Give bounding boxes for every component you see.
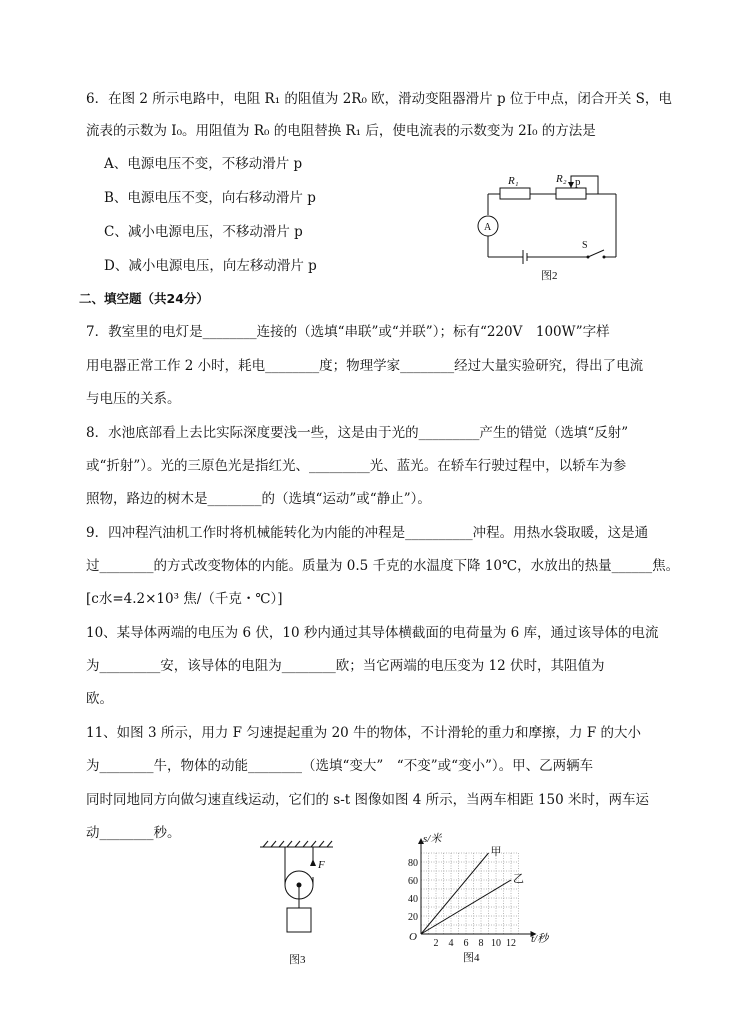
switch-label: S: [582, 240, 588, 251]
x-tick-label: 2: [433, 938, 439, 949]
series-line-1: [421, 853, 489, 934]
q8-line-2: 或“折射”）。光的三原色光是指红光、_________光、蓝光。在轿车行驶过程中，以轿车为参: [86, 458, 627, 474]
q10-line-3: 欧。: [86, 691, 113, 707]
p-label: p: [575, 176, 581, 188]
q6-option-a: A、电源电压不变，不移动滑片 p: [104, 156, 303, 172]
r2-label: R₂: [556, 173, 567, 185]
series-label-2: 乙: [513, 873, 524, 885]
r1-label: R₁: [508, 175, 519, 187]
x-tick-label: 8: [478, 938, 484, 949]
figure-4-st-chart: [395, 828, 570, 968]
origin-label: O: [409, 931, 417, 943]
q8-line-3: 照物，路边的树木是________的（选填“运动”或“静止”）。: [86, 491, 431, 507]
q6-line-1: 6．在图 2 所示电路中，电阻 R₁ 的阻值为 2R₀ 欧，滑动变阻器滑片 p 位于中点，闭合开关 S，电: [86, 91, 672, 107]
q7-line-3: 与电压的关系。: [86, 391, 181, 407]
q11-line-4: 动________秒。: [86, 825, 181, 841]
section-heading: 二、填空题（共24分）: [79, 291, 209, 306]
q6-option-b: B、电源电压不变，向右移动滑片 p: [104, 190, 316, 206]
resistor-r2: [556, 188, 586, 199]
q9-line-2: 过________的方式改变物体的内能。质量为 0.5 千克的水温度下降 10℃，水放出的热量______焦。: [86, 558, 680, 574]
x-tick-label: 4: [448, 938, 454, 949]
weight-block: [287, 908, 311, 932]
figure-3-pulley: [255, 838, 345, 968]
switch: [588, 250, 604, 257]
x-tick-label: 12: [506, 938, 516, 949]
resistor-r1: [500, 188, 530, 199]
q10-line-1: 10、某导体两端的电压为 6 伏，10 秒内通过其导体横截面的电荷量为 6 库，通过该导体的电流: [86, 625, 659, 641]
force-label: F: [318, 859, 325, 871]
y-tick-label: 80: [408, 858, 418, 869]
y-tick-label: 60: [408, 876, 418, 887]
q6-option-d: D、减小电源电压，向左移动滑片 p: [104, 258, 317, 274]
q11-line-3: 同时同地同方向做匀速直线运动，它们的 s-t 图像如图 4 所示，当两车相距 150 米时，两车运: [86, 792, 650, 808]
figure-2-circuit: [470, 160, 630, 285]
x-tick-label: 6: [463, 938, 469, 949]
figure-2-caption: 图2: [541, 270, 558, 282]
series-label-1: 甲: [490, 846, 502, 858]
x-axis-label: t/秒: [531, 933, 549, 945]
q9-line-1: 9．四冲程汽油机工作时将机械能转化为内能的冲程是__________冲程。用热水袋取暖，这是通: [86, 525, 649, 541]
q6-option-c: C、减小电源电压，不移动滑片 p: [104, 224, 303, 240]
y-axis-label: s/米: [423, 833, 442, 845]
q11-line-2: 为________牛，物体的动能________（选填“变大” “不变”或“变小”）。甲、乙两辆车: [86, 758, 594, 774]
q9-line-3: [c水=4.2×10³ 焦/（千克・℃）]: [86, 591, 283, 607]
ammeter-label: A: [484, 222, 492, 233]
y-tick-label: 20: [408, 912, 418, 923]
q10-line-2: 为_________安，该导体的电阻为________欧；当它两端的电压变为 12 伏时，其阻值为: [86, 658, 605, 674]
q8-line-1: 8．水池底部看上去比实际深度要浅一些，这是由于光的_________产生的错觉（选填“反射”: [86, 425, 629, 441]
figure-4-caption: 图4: [463, 952, 480, 964]
x-tick-label: 10: [491, 938, 501, 949]
y-tick-label: 40: [408, 894, 418, 905]
force-arrow: [310, 859, 316, 866]
q7-line-1: 7．教室里的电灯是________连接的（选填“串联”或“并联”）；标有“220V 100W”字样: [86, 324, 610, 340]
q7-line-2: 用电器正常工作 2 小时，耗电________度；物理学家________经过大量实验研究，得出了电流: [86, 358, 644, 374]
q6-line-2: 流表的示数为 I₀。用阻值为 R₀ 的电阻替换 R₁ 后，使电流表的示数变为 2I₀ 的方法是: [86, 123, 596, 139]
q11-line-1: 11、如图 3 所示，用力 F 匀速提起重为 20 牛的物体，不计滑轮的重力和摩擦，力 F 的大小: [86, 725, 642, 741]
figure-3-caption: 图3: [289, 954, 306, 966]
